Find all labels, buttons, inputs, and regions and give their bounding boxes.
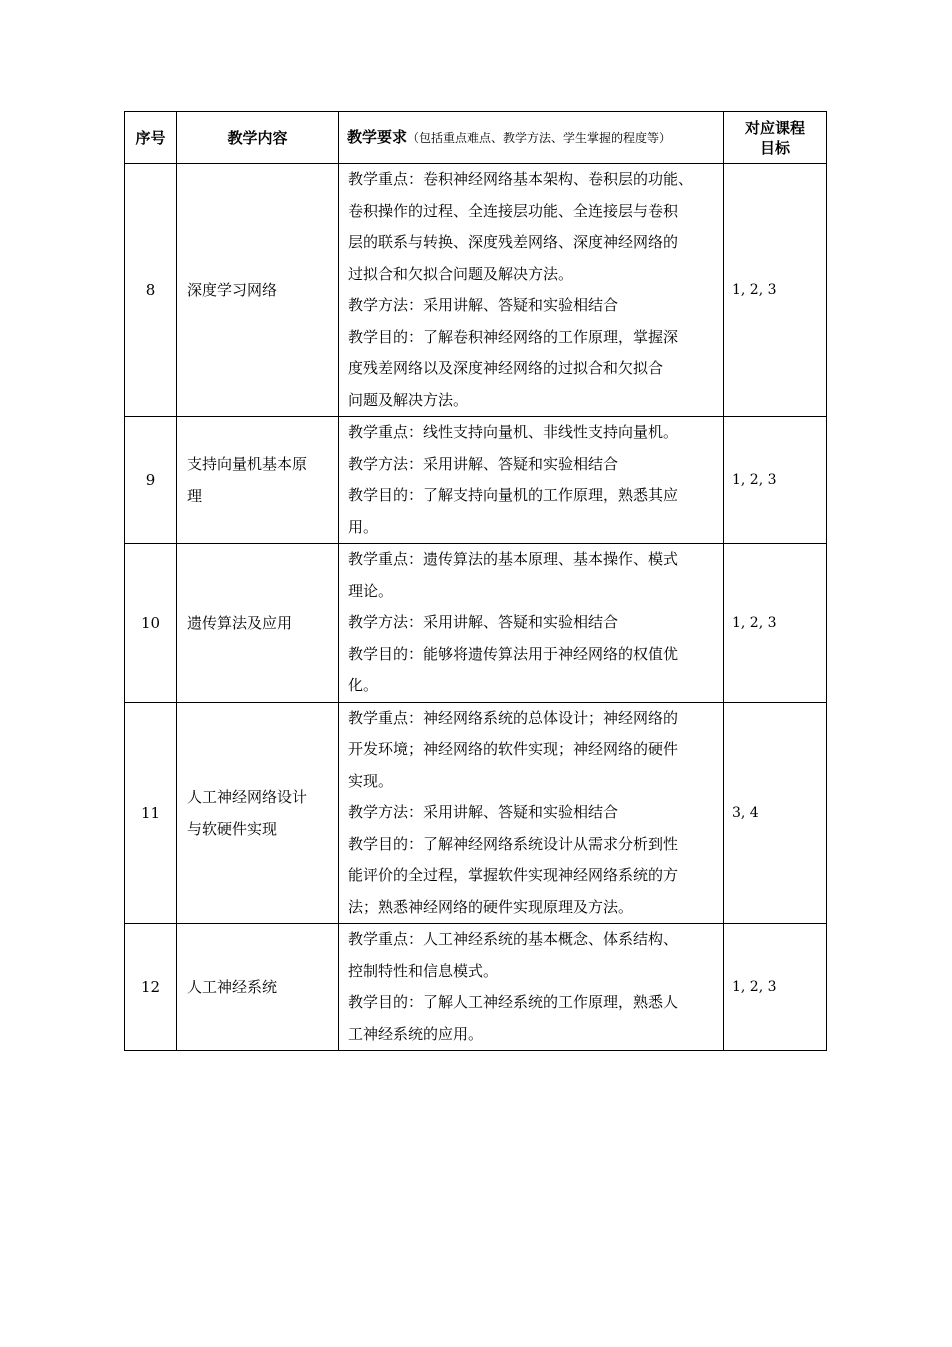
table-header-row bbox=[125, 112, 827, 164]
req-line: 能评价的全过程，掌握软件实现神经网络系统的方 bbox=[348, 866, 679, 884]
req-line: 教学目的：了解卷积神经网络的工作原理，掌握深 bbox=[348, 327, 679, 346]
header-requirements-main: 教学要求 bbox=[347, 128, 408, 146]
req-line: 教学重点：遗传算法的基本原理、基本操作、模式 bbox=[348, 550, 679, 568]
req-line: 实现。 bbox=[348, 771, 394, 790]
req-line: 教学方法：采用讲解、答疑和实验相结合 bbox=[348, 296, 619, 314]
row-requirements bbox=[339, 164, 724, 417]
req-line: 化。 bbox=[348, 676, 379, 694]
row-number: 9 bbox=[125, 417, 177, 544]
topic-line: 深度学习网络 bbox=[187, 281, 278, 299]
table-row bbox=[125, 544, 827, 703]
row-topic bbox=[177, 417, 339, 544]
header-goal-line2: 目标 bbox=[759, 138, 790, 157]
req-line: 控制特性和信息模式。 bbox=[348, 961, 499, 980]
row-topic bbox=[177, 924, 339, 1051]
row-number: 11 bbox=[125, 702, 177, 924]
req-line: 教学重点：神经网络系统的总体设计；神经网络的 bbox=[348, 708, 679, 727]
row-requirements bbox=[339, 702, 724, 924]
row-goal: 1, 2, 3 bbox=[724, 164, 827, 417]
row-number: 10 bbox=[125, 544, 177, 703]
req-line: 教学方法：采用讲解、答疑和实验相结合 bbox=[348, 454, 619, 473]
req-line: 教学方法：采用讲解、答疑和实验相结合 bbox=[348, 803, 619, 821]
topic-line: 理 bbox=[187, 487, 203, 505]
req-line: 教学重点：卷积神经网络基本架构、卷积层的功能、 bbox=[348, 170, 694, 188]
row-number: 8 bbox=[125, 164, 177, 417]
row-goal: 1, 2, 3 bbox=[724, 417, 827, 544]
req-line: 教学目的：了解神经网络系统设计从需求分析到性 bbox=[348, 834, 679, 853]
topic-line: 支持向量机基本原 bbox=[187, 455, 308, 473]
req-line: 工神经系统的应用。 bbox=[348, 1024, 484, 1043]
req-line: 层的联系与转换、深度残差网络、深度神经网络的 bbox=[348, 233, 679, 251]
req-line: 教学目的：了解支持向量机的工作原理，熟悉其应 bbox=[348, 486, 679, 504]
req-line: 度残差网络以及深度神经网络的过拟合和欠拟合 bbox=[348, 359, 664, 377]
table-row bbox=[125, 164, 827, 417]
req-line: 法；熟悉神经网络的硬件实现原理及方法。 bbox=[348, 897, 634, 916]
row-goal: 1, 2, 3 bbox=[724, 544, 827, 703]
row-goal: 1, 2, 3 bbox=[724, 924, 827, 1051]
header-content: 教学内容 bbox=[177, 112, 339, 164]
header-no: 序号 bbox=[125, 112, 177, 164]
row-topic bbox=[177, 544, 339, 703]
topic-line: 人工神经系统 bbox=[187, 978, 278, 996]
table-row bbox=[125, 417, 827, 544]
req-line: 教学重点：线性支持向量机、非线性支持向量机。 bbox=[348, 423, 679, 441]
req-line: 教学方法：采用讲解、答疑和实验相结合 bbox=[348, 613, 619, 631]
row-goal: 3, 4 bbox=[724, 702, 827, 924]
topic-line: 与软硬件实现 bbox=[187, 819, 278, 838]
req-line: 教学重点：人工神经系统的基本概念、体系结构、 bbox=[348, 930, 679, 948]
row-requirements bbox=[339, 544, 724, 703]
header-requirements bbox=[339, 112, 724, 164]
topic-line: 人工神经网络设计 bbox=[187, 787, 308, 806]
row-number: 12 bbox=[125, 924, 177, 1051]
table-row bbox=[125, 702, 827, 924]
req-line: 问题及解决方法。 bbox=[348, 390, 469, 409]
req-line: 卷积操作的过程、全连接层功能、全连接层与卷积 bbox=[348, 201, 679, 220]
topic-line: 遗传算法及应用 bbox=[187, 613, 293, 632]
header-goal bbox=[724, 112, 827, 164]
header-goal-line1: 对应课程 bbox=[744, 118, 805, 137]
req-line: 用。 bbox=[348, 517, 379, 536]
req-line: 开发环境；神经网络的软件实现；神经网络的硬件 bbox=[348, 740, 679, 758]
req-line: 过拟合和欠拟合问题及解决方法。 bbox=[348, 264, 574, 283]
req-line: 教学目的：能够将遗传算法用于神经网络的权值优 bbox=[348, 644, 679, 663]
table-row bbox=[125, 924, 827, 1051]
teaching-content-table bbox=[124, 111, 827, 1051]
req-line: 理论。 bbox=[348, 581, 394, 600]
row-topic bbox=[177, 164, 339, 417]
row-requirements bbox=[339, 417, 724, 544]
header-requirements-note: （包括重点难点、教学方法、学生掌握的程度等） bbox=[407, 131, 672, 145]
row-requirements bbox=[339, 924, 724, 1051]
req-line: 教学目的：了解人工神经系统的工作原理，熟悉人 bbox=[348, 993, 679, 1011]
row-topic bbox=[177, 702, 339, 924]
